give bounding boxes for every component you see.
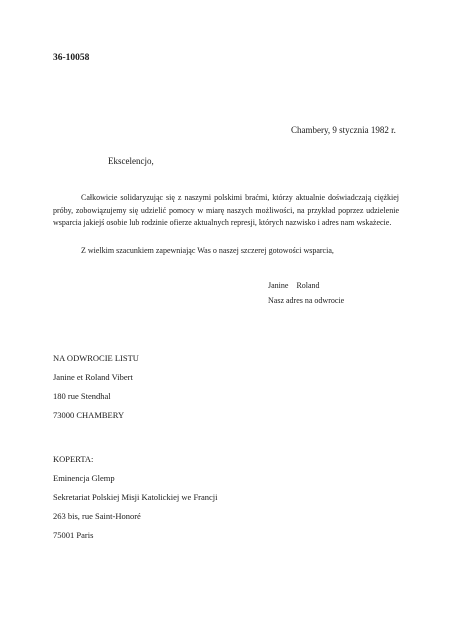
body-paragraph-1: Całkowicie solidaryzując się z naszymi polskimi braćmi, którzy aktualnie doświadczają ciężkiej próby, zobowiązujemy się udzielić pomocy w miarę naszych możliwości, na przykład poprzez udzielenie wsparcia jakiejś osobie lub rodzinie ofierze aktualnych represji, których nazwisko i adres nam wskażecie. [53, 193, 399, 227]
envelope-heading: KOPERTA: [53, 454, 94, 464]
date-line: Chambery, 9 stycznia 1982 r. [291, 125, 396, 135]
back-side-line: Janine et Roland Vibert [53, 372, 133, 382]
back-side-line: 180 rue Stendhal [53, 391, 111, 401]
salutation: Ekscelencjo, [108, 156, 154, 166]
back-side-heading: NA ODWROCIE LISTU [53, 353, 139, 363]
envelope-address-block [53, 450, 218, 545]
body-paragraph-2: Z wielkim szacunkiem zapewniając Was o naszej szczerej gotowości wsparcia, [81, 246, 334, 255]
envelope-line: Eminencja Glemp [53, 473, 115, 483]
signature-names: Janine Roland [268, 281, 320, 290]
back-side-address-block [53, 349, 139, 425]
envelope-line: Sekretariat Polskiej Misji Katolickiej we Francji [53, 492, 218, 502]
back-side-line: 73000 CHAMBERY [53, 410, 125, 420]
document-reference: 36-10058 [53, 53, 90, 63]
signature-note: Nasz adres na odwrocie [268, 296, 345, 305]
envelope-line: 75001 Paris [53, 530, 94, 540]
envelope-line: 263 bis, rue Saint-Honoré [53, 511, 141, 521]
